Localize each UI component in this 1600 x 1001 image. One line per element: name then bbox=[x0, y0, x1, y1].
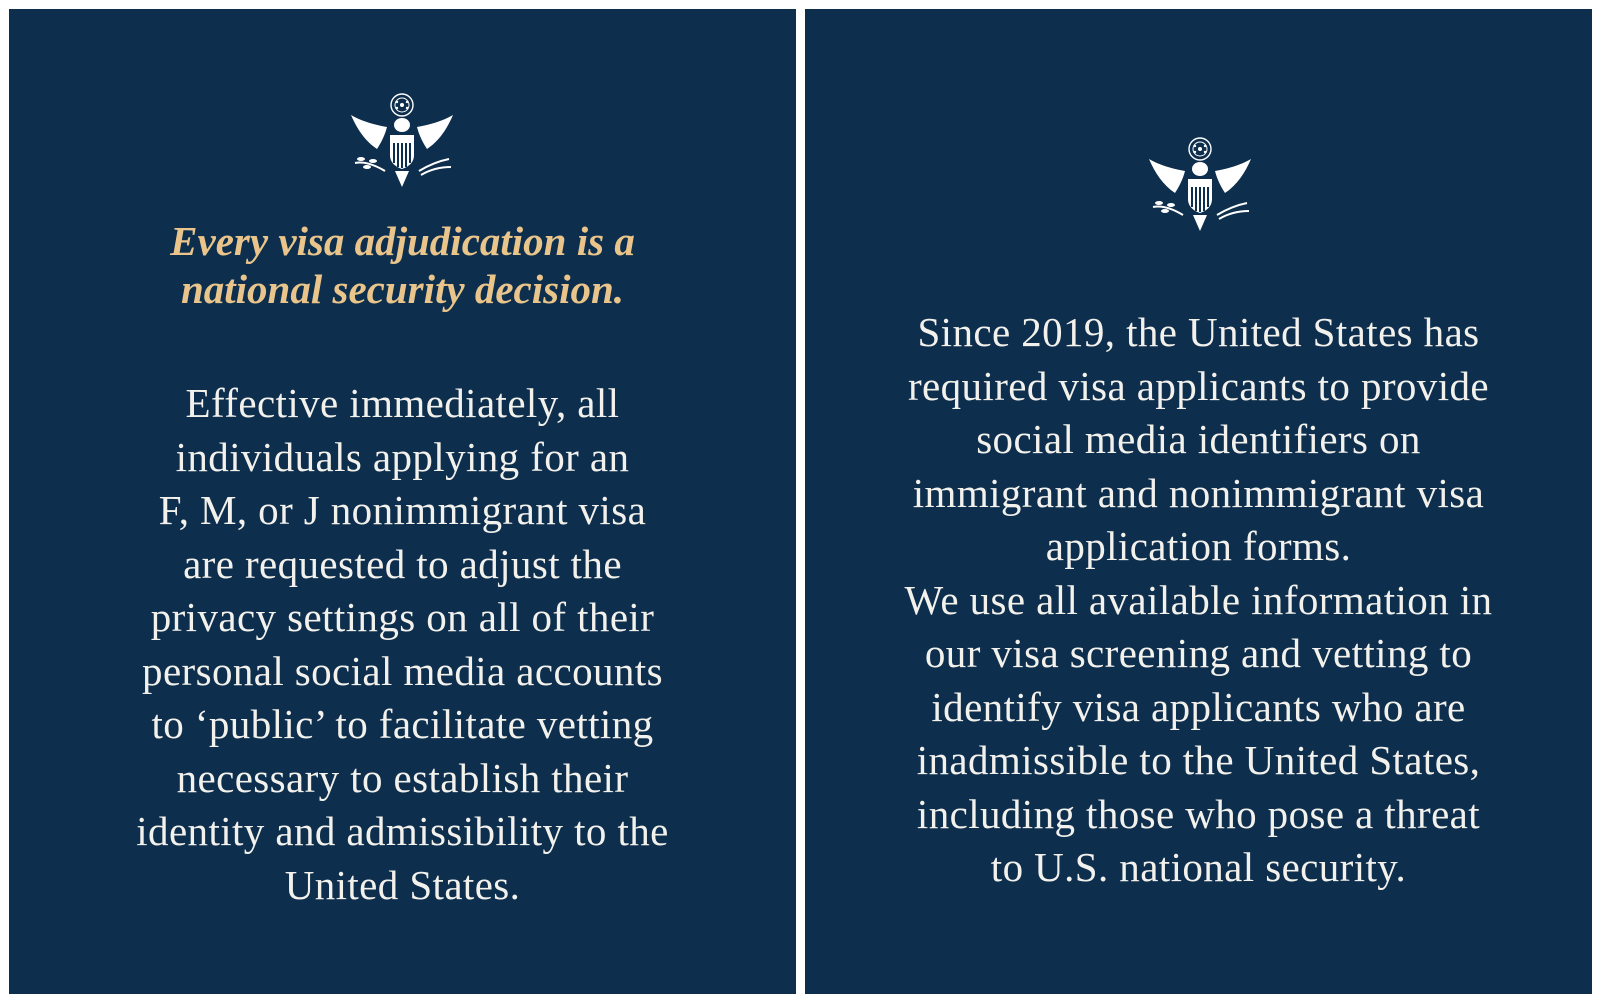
text-line: We use all available information in bbox=[904, 576, 1493, 623]
text-line: identity and admissibility to the bbox=[136, 808, 669, 854]
text-line: personal social media accounts bbox=[142, 647, 663, 694]
text-line: social media identifiers on bbox=[976, 416, 1421, 462]
text-line: individuals applying for an bbox=[175, 433, 630, 480]
text-line: application forms. bbox=[1045, 523, 1352, 569]
text-line: F, M, or J nonimmigrant visa bbox=[158, 487, 647, 533]
headline-line: national security decision. bbox=[180, 266, 625, 312]
text-line: Effective immediately, all bbox=[185, 380, 620, 426]
text-line: Since 2019, the United States has bbox=[917, 309, 1480, 355]
text-line: necessary to establish their bbox=[176, 754, 629, 801]
text-line: our visa screening and vetting to bbox=[924, 630, 1473, 676]
text-line: to U.S. national security. bbox=[990, 844, 1407, 890]
text-line: including those who pose a threat bbox=[916, 790, 1481, 837]
right-panel bbox=[805, 9, 1592, 994]
text-line: immigrant and nonimmigrant visa bbox=[912, 469, 1485, 516]
great-seal-icon bbox=[1145, 135, 1255, 239]
text-line: privacy settings on all of their bbox=[150, 594, 655, 640]
text-line: United States. bbox=[284, 861, 521, 908]
text-line: inadmissible to the United States, bbox=[916, 737, 1481, 783]
great-seal-icon bbox=[347, 91, 457, 195]
text-line: to ‘public’ to facilitate vetting bbox=[151, 701, 654, 747]
statement-text bbox=[825, 306, 1572, 895]
announcement-text bbox=[29, 377, 776, 912]
left-panel bbox=[9, 9, 796, 994]
text-line: are requested to adjust the bbox=[183, 540, 622, 587]
text-line: identify visa applicants who are bbox=[931, 683, 1466, 730]
headline-line: Every visa adjudication is a bbox=[170, 218, 635, 264]
headline bbox=[49, 217, 756, 313]
text-line: required visa applicants to provide bbox=[908, 362, 1489, 409]
